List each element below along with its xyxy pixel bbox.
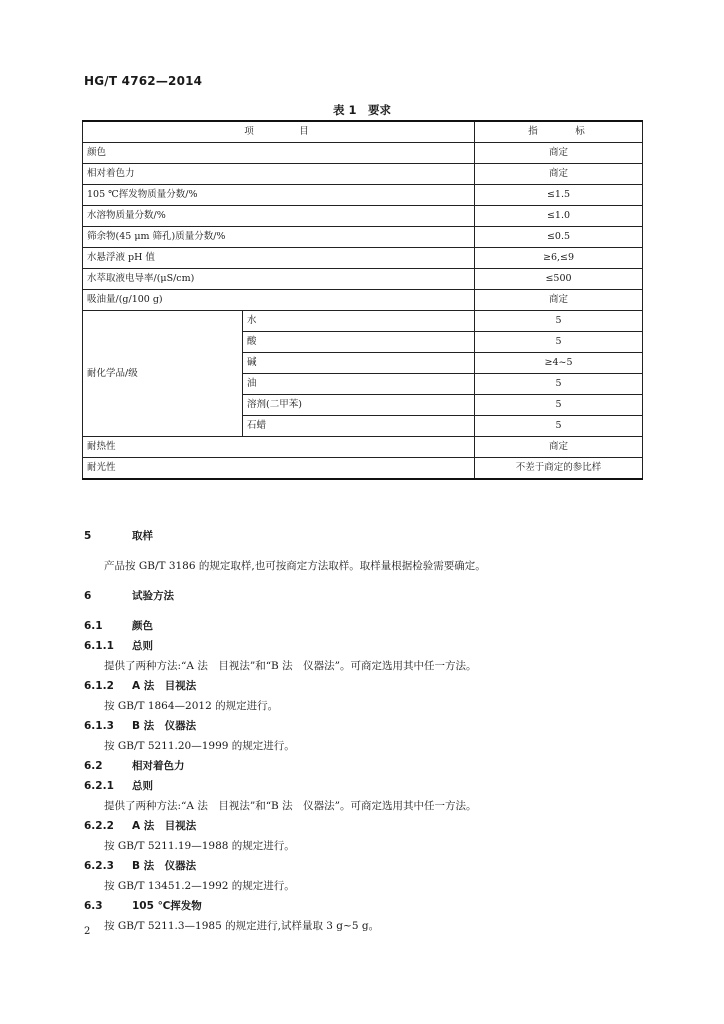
row-value: 不差于商定的参比样 bbox=[475, 458, 643, 480]
section-title: B 法 仪器法 bbox=[132, 720, 197, 732]
chem-group-label: 耐化学品/级 bbox=[83, 311, 243, 437]
section-text: 按 GB/T 5211.3—1985 的规定进行,试样量取 3 g~5 g。 bbox=[104, 920, 380, 932]
section-title: A 法 目视法 bbox=[132, 820, 197, 832]
header-item: 项 目 bbox=[83, 121, 475, 143]
table-row bbox=[83, 248, 643, 269]
row-item: 颜色 bbox=[83, 143, 475, 164]
row-value: ≤1.0 bbox=[475, 206, 643, 227]
section-number: 6.1.2 bbox=[84, 680, 114, 692]
chem-sub-item: 碱 bbox=[243, 353, 475, 374]
row-value: ≤500 bbox=[475, 269, 643, 290]
chem-sub-item: 溶剂(二甲苯) bbox=[243, 395, 475, 416]
table-row bbox=[83, 206, 643, 227]
table-row bbox=[83, 290, 643, 311]
subsection-heading bbox=[84, 816, 644, 836]
section-number: 6.2.2 bbox=[84, 820, 114, 832]
section-number: 6 bbox=[84, 590, 92, 602]
subsection-heading bbox=[84, 616, 644, 636]
subsection-heading bbox=[84, 776, 644, 796]
section-title: 105 ℃挥发物 bbox=[132, 900, 202, 912]
table-row bbox=[83, 143, 643, 164]
section-number: 6.1.1 bbox=[84, 640, 114, 652]
chem-sub-item: 石蜡 bbox=[243, 416, 475, 437]
section-number: 6.2.1 bbox=[84, 780, 114, 792]
table-row bbox=[83, 227, 643, 248]
row-item: 相对着色力 bbox=[83, 164, 475, 185]
chem-sub-item: 水 bbox=[243, 311, 475, 332]
chem-sub-value: 5 bbox=[475, 311, 643, 332]
row-item: 耐热性 bbox=[83, 437, 475, 458]
header-value: 指 标 bbox=[475, 121, 643, 143]
table-header-row bbox=[83, 121, 643, 143]
section-heading bbox=[84, 526, 644, 546]
table-row bbox=[83, 437, 643, 458]
section-number: 5 bbox=[84, 530, 92, 542]
page-number: 2 bbox=[84, 926, 91, 937]
table-row bbox=[83, 164, 643, 185]
section-text: 按 GB/T 5211.20—1999 的规定进行。 bbox=[104, 740, 295, 752]
section-text: 按 GB/T 13451.2—1992 的规定进行。 bbox=[104, 880, 295, 892]
section-number: 6.2 bbox=[84, 760, 103, 772]
body-content bbox=[84, 526, 644, 936]
section-text: 产品按 GB/T 3186 的规定取样,也可按商定方法取样。取样量根据检验需要确定。 bbox=[104, 560, 486, 572]
table-row bbox=[83, 185, 643, 206]
chem-sub-value: 5 bbox=[475, 374, 643, 395]
section-title: A 法 目视法 bbox=[132, 680, 197, 692]
row-item: 吸油量/(g/100 g) bbox=[83, 290, 475, 311]
table-row bbox=[83, 269, 643, 290]
row-value: ≥6,≤9 bbox=[475, 248, 643, 269]
chem-sub-value: ≥4~5 bbox=[475, 353, 643, 374]
row-item: 105 ℃挥发物质量分数/% bbox=[83, 185, 475, 206]
section-title: B 法 仪器法 bbox=[132, 860, 197, 872]
standard-number: HG/T 4762—2014 bbox=[84, 74, 203, 88]
subsection-heading bbox=[84, 896, 644, 916]
table-row bbox=[83, 311, 643, 332]
row-item: 水萃取液电导率/(μS/cm) bbox=[83, 269, 475, 290]
section-number: 6.2.3 bbox=[84, 860, 114, 872]
subsection-heading bbox=[84, 636, 644, 656]
section-title: 颜色 bbox=[132, 620, 153, 632]
table-row bbox=[83, 458, 643, 480]
section-title: 试验方法 bbox=[132, 590, 174, 602]
section-heading bbox=[84, 586, 644, 606]
section-number: 6.1.3 bbox=[84, 720, 114, 732]
chem-sub-item: 油 bbox=[243, 374, 475, 395]
section-text: 提供了两种方法:“A 法 目视法”和“B 法 仪器法”。可商定选用其中任一方法。 bbox=[104, 660, 477, 672]
row-value: ≤0.5 bbox=[475, 227, 643, 248]
row-item: 水溶物质量分数/% bbox=[83, 206, 475, 227]
row-item: 筛余物(45 μm 筛孔)质量分数/% bbox=[83, 227, 475, 248]
row-item: 水悬浮液 pH 值 bbox=[83, 248, 475, 269]
section-text: 按 GB/T 5211.19—1988 的规定进行。 bbox=[104, 840, 295, 852]
table-title: 表 1 要求 bbox=[332, 103, 391, 117]
subsection-heading bbox=[84, 856, 644, 876]
section-title: 取样 bbox=[132, 530, 153, 542]
subsection-heading bbox=[84, 756, 644, 776]
section-title: 相对着色力 bbox=[132, 760, 185, 772]
section-number: 6.3 bbox=[84, 900, 103, 912]
requirements-table bbox=[82, 120, 643, 480]
chem-sub-item: 酸 bbox=[243, 332, 475, 353]
subsection-heading bbox=[84, 676, 644, 696]
row-value: 商定 bbox=[475, 143, 643, 164]
row-value: 商定 bbox=[475, 164, 643, 185]
row-value: 商定 bbox=[475, 290, 643, 311]
row-item: 耐光性 bbox=[83, 458, 475, 480]
row-value: ≤1.5 bbox=[475, 185, 643, 206]
section-number: 6.1 bbox=[84, 620, 103, 632]
subsection-heading bbox=[84, 716, 644, 736]
section-title: 总则 bbox=[132, 780, 153, 792]
section-text: 按 GB/T 1864—2012 的规定进行。 bbox=[104, 700, 279, 712]
chem-sub-value: 5 bbox=[475, 395, 643, 416]
section-title: 总则 bbox=[132, 640, 153, 652]
section-text: 提供了两种方法:“A 法 目视法”和“B 法 仪器法”。可商定选用其中任一方法。 bbox=[104, 800, 477, 812]
chem-sub-value: 5 bbox=[475, 332, 643, 353]
chem-sub-value: 5 bbox=[475, 416, 643, 437]
row-value: 商定 bbox=[475, 437, 643, 458]
